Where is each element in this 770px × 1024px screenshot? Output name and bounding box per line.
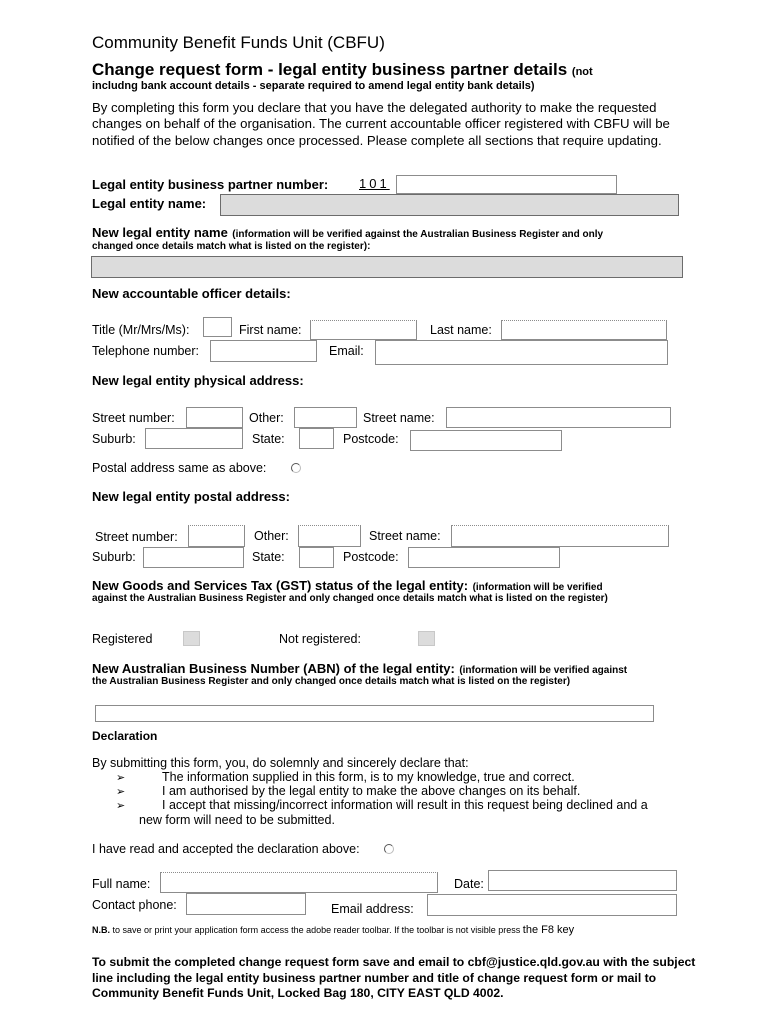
gst-heading: New Goods and Services Tax (GST) status of the legal entity: — [92, 578, 469, 593]
new-entity-name-note: (information will be verified against the Australian Business Register and only — [232, 229, 604, 240]
physical-street-name-field[interactable] — [446, 407, 671, 428]
postal-street-name-label: Street name: — [369, 529, 441, 543]
postal-state-label: State: — [252, 550, 285, 564]
partner-number-label: Legal entity business partner number: — [92, 177, 329, 192]
submission-instructions: To submit the completed change request form save and email to cbf@justice.qld.gov.au with the subject line including the legal entity business partner number and title of change request form or mail to Community Benefit Funds Unit, Locked Bag 180, CITY EAST QLD 4002. — [92, 955, 696, 1000]
officer-last-name-field[interactable] — [501, 320, 667, 340]
physical-street-number-field[interactable] — [186, 407, 243, 428]
unit-name: Community Benefit Funds Unit (CBFU) — [92, 33, 385, 52]
postal-same-radio[interactable] — [291, 463, 301, 473]
gst-note: (information will be verified — [472, 582, 603, 593]
officer-title-label: Title (Mr/Mrs/Ms): — [92, 323, 190, 337]
postal-suburb-field[interactable] — [143, 547, 244, 568]
form-title-text: Change request form - legal entity business partner details — [92, 60, 568, 79]
partner-number-field[interactable] — [396, 175, 617, 194]
gst-registered-label: Registered — [92, 632, 153, 646]
date-label: Date: — [454, 877, 484, 891]
abn-heading: New Australian Business Number (ABN) of the legal entity: — [92, 661, 455, 676]
declaration-accepted-label: I have read and accepted the declaration above: — [92, 842, 360, 856]
gst-note-2: against the Australian Business Register and only changed once details match what is listed on the register) — [92, 593, 608, 604]
officer-phone-label: Telephone number: — [92, 344, 200, 358]
abn-field[interactable] — [95, 705, 654, 722]
new-entity-name-note-2: changed once details match what is listed on the register): — [92, 241, 371, 252]
postal-postcode-label: Postcode: — [343, 550, 399, 564]
entity-name-field[interactable] — [220, 194, 679, 216]
new-entity-name-heading — [92, 224, 603, 242]
declaration-item: I accept that missing/incorrect information will result in this request being declined and a — [162, 798, 648, 812]
gst-registered-checkbox[interactable] — [183, 631, 200, 646]
form-subnote: includng bank account details - separate required to amend legal entity bank details) — [92, 80, 535, 92]
partner-number-value: 101 — [359, 176, 390, 191]
email-address-field[interactable] — [427, 894, 677, 916]
physical-street-name-label: Street name: — [363, 411, 435, 425]
bullet-arrow-icon: ➢ — [116, 786, 126, 798]
nb-text: to save or print your application form access the adobe reader toolbar. If the toolbar is not visible press — [112, 925, 521, 935]
nb-note — [92, 924, 574, 936]
declaration-item: I am authorised by the legal entity to make the above changes on its behalf. — [162, 784, 581, 798]
new-entity-name-label: New legal entity name — [92, 225, 228, 240]
date-field[interactable] — [488, 870, 677, 891]
form-title-note: (not — [571, 66, 593, 78]
abn-note: (information will be verified against — [459, 665, 628, 676]
physical-other-label: Other: — [249, 411, 284, 425]
officer-email-label: Email: — [329, 344, 364, 358]
postal-state-field[interactable] — [299, 547, 334, 568]
email-address-label: Email address: — [331, 902, 414, 916]
bullet-arrow-icon: ➢ — [116, 772, 126, 784]
gst-not-registered-checkbox[interactable] — [418, 631, 435, 646]
nb-prefix: N.B. — [92, 925, 110, 935]
full-name-label: Full name: — [92, 877, 151, 891]
physical-suburb-label: Suburb: — [92, 432, 136, 446]
postal-other-label: Other: — [254, 529, 289, 543]
entity-name-label: Legal entity name: — [92, 196, 207, 211]
officer-first-name-label: First name: — [239, 323, 302, 337]
contact-phone-label: Contact phone: — [92, 898, 177, 912]
postal-heading: New legal entity postal address: — [92, 489, 290, 504]
officer-last-name-label: Last name: — [430, 323, 492, 337]
postal-postcode-field[interactable] — [408, 547, 560, 568]
physical-other-field[interactable] — [294, 407, 357, 428]
bullet-arrow-icon: ➢ — [116, 800, 126, 812]
postal-suburb-label: Suburb: — [92, 550, 136, 564]
declaration-intro: By submitting this form, you, do solemnly and sincerely declare that: — [92, 756, 469, 770]
physical-postcode-label: Postcode: — [343, 432, 399, 446]
contact-phone-field[interactable] — [186, 893, 306, 915]
abn-note-2: the Australian Business Register and only changed once details match what is listed on the register) — [92, 676, 571, 687]
nb-key: the F8 key — [522, 924, 575, 936]
intro-paragraph: By completing this form you declare that you have the delegated authority to make the requested changes on behalf of the organisation. The current accountable officer registered with CBFU will be notified of the below changes once processed. Please complete all sections that require updating. — [92, 100, 670, 148]
postal-street-number-field[interactable] — [188, 525, 245, 547]
postal-street-name-field[interactable] — [451, 525, 669, 547]
officer-title-field[interactable] — [203, 317, 232, 337]
declaration-heading: Declaration — [92, 729, 158, 743]
physical-state-field[interactable] — [299, 428, 334, 449]
postal-street-number-label: Street number: — [95, 530, 178, 544]
gst-not-registered-label: Not registered: — [279, 632, 361, 646]
declaration-accepted-radio[interactable] — [384, 844, 394, 854]
physical-suburb-field[interactable] — [145, 428, 243, 449]
declaration-item: The information supplied in this form, is to my knowledge, true and correct. — [162, 770, 575, 784]
full-name-field[interactable] — [160, 872, 438, 893]
officer-heading: New accountable officer details: — [92, 286, 291, 301]
new-entity-name-field[interactable] — [91, 256, 683, 278]
physical-state-label: State: — [252, 432, 285, 446]
declaration-item-continued: new form will need to be submitted. — [139, 813, 335, 827]
physical-street-number-label: Street number: — [92, 411, 175, 425]
physical-heading: New legal entity physical address: — [92, 373, 304, 388]
postal-other-field[interactable] — [298, 525, 361, 547]
form-title — [92, 60, 593, 80]
officer-first-name-field[interactable] — [310, 320, 417, 340]
officer-phone-field[interactable] — [210, 340, 317, 362]
postal-same-label: Postal address same as above: — [92, 461, 267, 475]
physical-postcode-field[interactable] — [410, 430, 562, 451]
officer-email-field[interactable] — [375, 340, 668, 365]
